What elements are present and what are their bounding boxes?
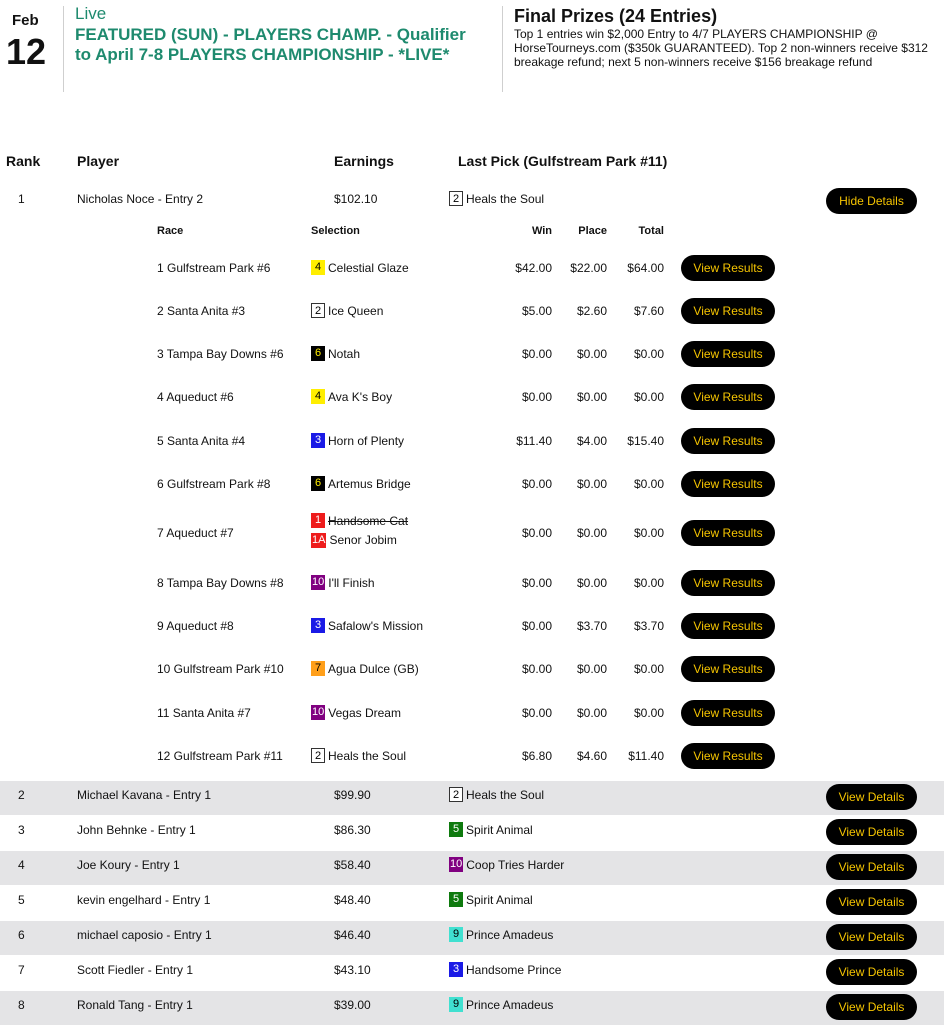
place-amount: $2.60 — [576, 304, 607, 318]
total-amount: $11.40 — [628, 749, 664, 763]
scratched-selection — [311, 513, 408, 528]
last-pick-cell — [449, 927, 553, 942]
prizes-description: Top 1 entries win $2,000 Entry to 4/7 PLAYERS CHAMPIONSHIP @ HorseTourneys.com ($350k GUARANTEED). Top 2 non-winners receive $312 breakage refund; next 5 non-winners receive $156 breakage refund — [514, 27, 928, 69]
earnings-cell: $99.90 — [334, 788, 371, 802]
race-result-row — [0, 507, 944, 559]
selection-column-header: Selection — [311, 225, 360, 237]
saddlecloth-badge: 5 — [449, 892, 463, 907]
selection-cell — [311, 575, 375, 590]
selection-cell — [311, 748, 406, 763]
player-column-header: Player — [77, 153, 120, 169]
horse-name: Celestial Glaze — [328, 260, 409, 275]
total-amount: $64.00 — [627, 261, 664, 275]
total-amount: $0.00 — [633, 390, 664, 404]
saddlecloth-badge: 3 — [311, 433, 325, 448]
place-amount: $4.00 — [576, 434, 607, 448]
horse-name: Ice Queen — [328, 303, 384, 318]
saddlecloth-badge: 2 — [311, 303, 325, 318]
place-amount: $0.00 — [576, 576, 607, 590]
win-column-header: Win — [531, 225, 552, 237]
view-results-button[interactable]: View Results — [681, 700, 775, 726]
win-amount: $11.40 — [516, 434, 552, 448]
leaderboard-row — [0, 921, 944, 955]
last-pick-cell — [449, 962, 561, 977]
win-amount: $0.00 — [521, 526, 552, 540]
player-name: kevin engelhard - Entry 1 — [77, 893, 211, 907]
win-amount: $0.00 — [521, 706, 552, 720]
leaderboard-row — [0, 185, 944, 219]
leaderboard-row — [0, 956, 944, 990]
total-amount: $7.60 — [633, 304, 664, 318]
leaderboard-row — [0, 781, 944, 815]
selection-cell — [311, 618, 423, 633]
horse-name: Prince Amadeus — [466, 927, 554, 942]
selection-cell — [311, 661, 419, 676]
header-divider — [63, 6, 64, 92]
place-amount: $0.00 — [576, 390, 607, 404]
saddlecloth-badge: 1A — [312, 533, 326, 546]
place-amount: $0.00 — [576, 477, 607, 491]
saddlecloth-badge: 3 — [449, 962, 463, 977]
view-details-button[interactable]: View Details — [826, 854, 917, 880]
saddlecloth-badge: 9 — [449, 997, 463, 1012]
horse-name: Spirit Animal — [466, 822, 533, 837]
win-amount: $42.00 — [515, 261, 552, 275]
win-amount: $0.00 — [521, 662, 552, 676]
horse-name: Coop Tries Harder — [466, 857, 565, 872]
saddlecloth-badge: 2 — [449, 191, 463, 206]
rank-cell: 5 — [18, 893, 25, 907]
view-results-button[interactable]: View Results — [681, 384, 775, 410]
player-name: Joe Koury - Entry 1 — [77, 858, 180, 872]
selection-cell — [311, 303, 383, 318]
saddlecloth-badge: 3 — [311, 618, 325, 633]
saddlecloth-badge: 9 — [449, 927, 463, 942]
rank-cell: 6 — [18, 928, 25, 942]
win-amount: $6.80 — [521, 749, 552, 763]
horse-name: Agua Dulce (GB) — [328, 661, 419, 676]
rank-cell: 1 — [18, 192, 25, 206]
selection-cell — [311, 476, 411, 491]
race-result-row — [0, 248, 944, 288]
tournament-status: Live — [75, 4, 107, 23]
place-amount: $4.60 — [576, 749, 607, 763]
rank-cell: 8 — [18, 998, 25, 1012]
saddlecloth-badge: 4 — [311, 260, 325, 275]
view-details-button[interactable]: View Details — [826, 819, 917, 845]
view-results-button[interactable]: View Results — [681, 255, 775, 281]
horse-name: Vegas Dream — [328, 705, 401, 720]
place-amount: $3.70 — [576, 619, 607, 633]
race-result-row — [0, 736, 944, 776]
saddlecloth-badge: 6 — [311, 476, 325, 491]
earnings-cell: $39.00 — [334, 998, 371, 1012]
race-name: 10 Gulfstream Park #10 — [157, 662, 284, 676]
last-pick-cell — [449, 892, 533, 907]
view-details-button[interactable]: View Details — [826, 784, 917, 810]
race-result-row — [0, 464, 944, 504]
horse-name: Artemus Bridge — [328, 476, 411, 491]
rank-cell: 3 — [18, 823, 25, 837]
total-amount: $0.00 — [633, 706, 664, 720]
race-name: 12 Gulfstream Park #11 — [157, 749, 283, 763]
horse-name: Spirit Animal — [466, 892, 533, 907]
leaderboard-row — [0, 886, 944, 920]
view-results-button[interactable]: View Results — [681, 298, 775, 324]
view-results-button[interactable]: View Results — [681, 520, 775, 546]
selection-cell — [311, 705, 401, 720]
horse-name: Handsome Cat — [328, 513, 409, 528]
race-result-row — [0, 291, 944, 331]
total-amount: $15.40 — [627, 434, 664, 448]
earnings-cell: $58.40 — [334, 858, 371, 872]
race-name: 5 Santa Anita #4 — [157, 434, 246, 448]
leaderboard-row — [0, 816, 944, 850]
view-details-button[interactable]: View Details — [826, 994, 917, 1020]
saddlecloth-badge: 10 — [312, 576, 325, 589]
place-amount: $0.00 — [576, 662, 607, 676]
last-pick-cell — [449, 822, 533, 837]
view-results-button[interactable]: View Results — [681, 570, 775, 596]
horse-name: Heals the Soul — [466, 787, 545, 802]
view-results-button[interactable]: View Results — [681, 743, 775, 769]
view-results-button[interactable]: View Results — [681, 613, 775, 639]
total-amount: $0.00 — [633, 576, 664, 590]
race-result-row — [0, 563, 944, 603]
prizes-title: Final Prizes (24 Entries) — [514, 6, 718, 26]
earnings-cell: $86.30 — [334, 823, 371, 837]
leaderboard-row — [0, 991, 944, 1025]
saddlecloth-badge: 10 — [312, 706, 325, 719]
last-pick-column-header: Last Pick (Gulfstream Park #11) — [458, 153, 668, 169]
win-amount: $0.00 — [521, 390, 552, 404]
saddlecloth-badge: 1 — [311, 513, 325, 528]
race-name: 2 Santa Anita #3 — [157, 304, 246, 318]
race-result-row — [0, 421, 944, 461]
total-amount: $0.00 — [633, 526, 664, 540]
race-name: 7 Aqueduct #7 — [157, 526, 234, 540]
win-amount: $0.00 — [521, 477, 552, 491]
player-name: Scott Fiedler - Entry 1 — [77, 963, 194, 977]
rank-cell: 2 — [18, 788, 25, 802]
selection-cell — [311, 260, 409, 275]
total-amount: $0.00 — [633, 347, 664, 361]
race-column-header: Race — [157, 225, 184, 237]
view-details-button[interactable]: View Details — [826, 959, 917, 985]
race-result-row — [0, 649, 944, 689]
tournament-title: FEATURED (SUN) - PLAYERS CHAMP. - Qualifier to April 7-8 PLAYERS CHAMPIONSHIP - *LIVE* — [75, 25, 466, 64]
view-details-button[interactable]: View Details — [826, 924, 917, 950]
hide-details-button[interactable]: Hide Details — [826, 188, 917, 214]
total-amount: $0.00 — [633, 662, 664, 676]
race-result-row — [0, 606, 944, 646]
place-amount: $0.00 — [576, 706, 607, 720]
selection-cell — [311, 513, 408, 548]
player-name: Ronald Tang - Entry 1 — [77, 998, 193, 1012]
selection-cell — [311, 433, 404, 448]
last-pick-cell — [449, 787, 544, 802]
race-name: 6 Gulfstream Park #8 — [157, 477, 271, 491]
earnings-column-header: Earnings — [334, 153, 394, 169]
horse-name: Prince Amadeus — [466, 997, 554, 1012]
saddlecloth-badge: 4 — [311, 389, 325, 404]
saddlecloth-badge: 2 — [311, 748, 325, 763]
replacement-selection — [311, 532, 408, 547]
date-day: 12 — [6, 31, 47, 72]
horse-name: Horn of Plenty — [328, 433, 405, 448]
player-name: michael caposio - Entry 1 — [77, 928, 212, 942]
place-amount: $0.00 — [576, 526, 607, 540]
race-name: 4 Aqueduct #6 — [157, 390, 234, 404]
horse-name: Heals the Soul — [328, 748, 407, 763]
prizes-divider — [502, 6, 503, 92]
last-pick-cell — [449, 857, 564, 872]
date-month: Feb — [12, 12, 39, 29]
last-pick-cell — [449, 191, 544, 206]
race-result-row — [0, 377, 944, 417]
horse-name: Ava K's Boy — [328, 389, 393, 404]
win-amount: $0.00 — [521, 619, 552, 633]
total-column-header: Total — [638, 225, 664, 237]
place-column-header: Place — [578, 225, 607, 237]
view-results-button[interactable]: View Results — [681, 471, 775, 497]
earnings-cell: $46.40 — [334, 928, 371, 942]
place-amount: $22.00 — [570, 261, 607, 275]
win-amount: $0.00 — [521, 347, 552, 361]
win-amount: $0.00 — [521, 576, 552, 590]
total-amount: $0.00 — [633, 477, 664, 491]
race-result-row — [0, 334, 944, 374]
view-results-button[interactable]: View Results — [681, 656, 775, 682]
horse-name: I'll Finish — [328, 575, 375, 590]
player-name: Nicholas Noce - Entry 2 — [77, 192, 204, 206]
race-result-row — [0, 693, 944, 733]
selection-cell — [311, 346, 360, 361]
selection-cell — [311, 389, 392, 404]
leaderboard-row — [0, 851, 944, 885]
view-results-button[interactable]: View Results — [681, 428, 775, 454]
rank-cell: 7 — [18, 963, 25, 977]
horse-name: Notah — [328, 346, 361, 361]
race-name: 11 Santa Anita #7 — [157, 706, 251, 720]
saddlecloth-badge: 10 — [450, 858, 463, 871]
race-name: 1 Gulfstream Park #6 — [157, 261, 271, 275]
place-amount: $0.00 — [576, 347, 607, 361]
view-details-button[interactable]: View Details — [826, 889, 917, 915]
earnings-cell: $48.40 — [334, 893, 371, 907]
view-results-button[interactable]: View Results — [681, 341, 775, 367]
horse-name: Safalow's Mission — [328, 618, 423, 633]
win-amount: $5.00 — [521, 304, 552, 318]
last-pick-cell — [449, 997, 553, 1012]
saddlecloth-badge: 7 — [311, 661, 325, 676]
race-name: 3 Tampa Bay Downs #6 — [157, 347, 284, 361]
rank-cell: 4 — [18, 858, 25, 872]
race-name: 8 Tampa Bay Downs #8 — [157, 576, 284, 590]
earnings-cell: $43.10 — [334, 963, 371, 977]
player-name: Michael Kavana - Entry 1 — [77, 788, 212, 802]
saddlecloth-badge: 5 — [449, 822, 463, 837]
player-name: John Behnke - Entry 1 — [77, 823, 196, 837]
rank-column-header: Rank — [6, 153, 41, 169]
saddlecloth-badge: 6 — [311, 346, 325, 361]
earnings-cell: $102.10 — [334, 192, 378, 206]
horse-name: Senor Jobim — [329, 533, 397, 548]
saddlecloth-badge: 2 — [449, 787, 463, 802]
total-amount: $3.70 — [633, 619, 664, 633]
horse-name: Handsome Prince — [466, 962, 562, 977]
horse-name: Heals the Soul — [466, 191, 545, 206]
race-name: 9 Aqueduct #8 — [157, 619, 234, 633]
